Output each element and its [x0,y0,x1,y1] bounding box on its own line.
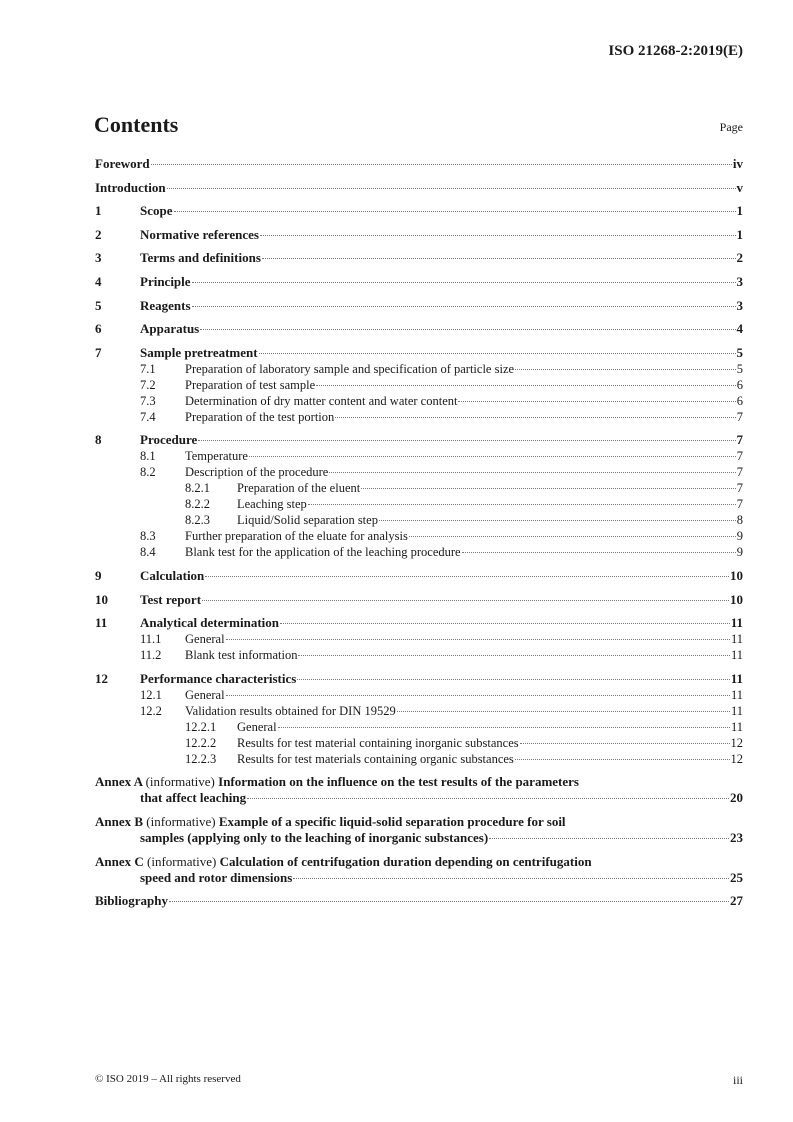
dot-leader [520,743,730,744]
toc-title: Apparatus [140,321,200,337]
annex-title-continuation [95,790,743,806]
toc-title: Temperature [185,449,248,464]
dot-leader [489,838,729,839]
toc-title: Further preparation of the eluate for analysis [185,529,408,544]
toc-title: Performance characteristics [140,670,297,686]
toc-section-number: 5 [95,297,102,313]
annex-label: Annex A [95,774,143,790]
toc-title: General [185,687,225,702]
dot-leader [205,576,729,577]
toc-entry[interactable] [95,528,743,544]
toc-page-number: 11 [730,670,743,686]
toc-entry[interactable] [95,512,743,528]
toc-entry[interactable] [95,647,743,663]
dot-leader [169,901,729,902]
page-title: Contents [94,112,179,137]
dot-leader [308,504,736,505]
toc-entry[interactable] [95,298,743,314]
toc-page-number: 6 [736,377,743,392]
dot-leader [167,188,736,189]
toc-page-number: 11 [730,632,743,647]
dot-leader [174,211,736,212]
dot-leader [192,282,736,283]
dot-leader [409,536,736,537]
dot-leader [298,655,729,656]
toc-section-number: 8.4 [140,545,156,560]
toc-entry[interactable] [95,496,743,512]
toc-section-number: 7.3 [140,393,156,408]
dot-leader [458,401,735,402]
toc-title: General [185,632,225,647]
toc-page-number: 25 [730,869,743,885]
toc-section-number: 12.1 [140,687,162,702]
toc-page-number: 7 [736,409,743,424]
toc-section-number: 12.2.1 [185,719,217,734]
toc-section-number: 9 [95,567,102,583]
toc-title: Reagents [140,297,191,313]
toc-entry[interactable] [95,464,743,480]
toc-entry[interactable] [95,393,743,409]
toc-title: Preparation of the test portion [185,409,335,424]
toc-entry[interactable] [95,345,743,361]
toc-entry[interactable] [95,180,743,196]
toc-section-number: 8.2 [140,465,156,480]
toc-entry[interactable] [95,409,743,425]
annex-title: Calculation of centrifugation duration depending on centrifugation [219,853,592,869]
toc-title: Principle [140,273,191,289]
dot-leader [379,520,736,521]
toc-entry[interactable] [95,480,743,496]
annex-heading-line [95,854,743,870]
toc-entry[interactable] [95,432,743,448]
toc-section-number: 7.1 [140,361,156,376]
toc-section-number: 12 [95,670,108,686]
toc-page-number: v [736,179,743,195]
toc-section-number: 12.2 [140,703,162,718]
annex-title: Example of a specific liquid-solid separation procedure for soil [218,813,566,829]
annex-title: Information on the influence on the test results of the parameters [218,774,579,790]
toc-page-number: 3 [736,297,743,313]
dot-leader [151,164,732,165]
annex-heading-line [95,814,743,830]
toc-entry[interactable] [95,321,743,337]
toc-title: Sample pretreatment [140,344,258,360]
toc-entry[interactable] [95,687,743,703]
toc-title: Calculation [140,567,205,583]
toc-entry[interactable] [95,274,743,290]
toc-section-number: 11 [95,615,108,631]
dot-leader [192,306,736,307]
toc-page-number: 11 [730,648,743,663]
toc-page-number: 7 [736,449,743,464]
dot-leader [249,456,736,457]
toc-section-number: 8.2.3 [185,513,210,528]
toc-entry[interactable] [95,448,743,464]
toc-section-number: 2 [95,226,102,242]
toc-page-number: iv [732,156,743,171]
toc-page-number: 7 [736,497,743,512]
toc-page-number: 27 [730,893,743,909]
toc-page-number: 12 [730,735,743,750]
toc-page-number: 1 [736,226,743,242]
toc-annex-entry[interactable] [95,854,743,886]
toc-title: Procedure [140,432,198,448]
toc-page-number: 11 [730,703,743,718]
toc-section-number: 8.1 [140,449,156,464]
toc-section-number: 11.1 [140,632,162,647]
toc-entry[interactable] [95,377,743,393]
toc-title: Analytical determination [140,615,280,631]
toc-page-number: 10 [730,591,743,607]
toc-title: Normative references [140,226,259,242]
dot-leader [293,878,729,879]
toc-section-number: 7.4 [140,409,156,424]
toc-section-number: 1 [95,203,102,219]
toc-entry[interactable] [95,671,743,687]
toc-section-number: 11.2 [140,648,162,663]
dot-leader [226,695,730,696]
toc-section-number: 12.2.2 [185,735,217,750]
toc-section-number: 10 [95,591,108,607]
annex-heading-line [95,774,743,790]
table-of-contents [95,156,743,909]
toc-entry[interactable] [95,203,743,219]
toc-section-number: 12.2.3 [185,751,217,766]
toc-section-number: 3 [95,250,102,266]
toc-entry[interactable] [95,544,743,560]
dot-leader [280,623,730,624]
dot-leader [260,235,736,236]
toc-entry[interactable] [95,227,743,243]
toc-title: Introduction [95,179,166,195]
toc-title: Preparation of the eluent [237,481,361,496]
dot-leader [316,385,736,386]
toc-title: Description of the procedure [185,465,329,480]
copyright-footer: © ISO 2019 – All rights reserved [95,1073,241,1085]
toc-page-number: 9 [736,529,743,544]
toc-title: Blank test information [185,648,298,663]
toc-page-number: 5 [736,361,743,376]
toc-entry[interactable] [95,156,743,172]
toc-title: Foreword [95,156,150,171]
dot-leader [462,552,736,553]
annex-label: Annex C [95,853,144,869]
toc-page-number: 4 [736,321,743,337]
dot-leader [259,353,736,354]
toc-section-number: 8.3 [140,529,156,544]
dot-leader [515,759,730,760]
page-column-label: Page [719,120,743,134]
toc-title: Validation results obtained for DIN 19529 [185,703,396,718]
annex-label: Annex B [95,813,144,829]
toc-title: General [237,719,277,734]
toc-section-number: 6 [95,321,102,337]
dot-leader [297,679,729,680]
toc-page-number: 9 [736,545,743,560]
toc-entry[interactable] [95,893,743,909]
annex-title-cont: speed and rotor dimensions [140,869,293,885]
page-number: iii [732,1073,743,1087]
annex-title-cont: samples (applying only to the leaching of inorganic substances) [140,829,489,845]
toc-page-number: 12 [730,751,743,766]
toc-entry[interactable] [95,631,743,647]
toc-section-number: 7 [95,344,102,360]
dot-leader [397,711,730,712]
toc-page-number: 23 [730,829,743,845]
toc-title: Terms and definitions [140,250,261,266]
toc-section-number: 8.2.2 [185,497,210,512]
dot-leader [335,417,735,418]
toc-section-number: 8 [95,432,102,448]
annex-title-continuation [95,870,743,886]
annex-informative-note: (informative) [145,774,215,790]
toc-annex-entry[interactable] [95,814,743,846]
toc-title: Preparation of laboratory sample and specification of particle size [185,361,515,376]
toc-entry[interactable] [95,751,743,767]
document-id: ISO 21268-2:2019(E) [608,43,743,59]
toc-title: Liquid/Solid separation step [237,513,378,528]
toc-page-number: 10 [730,567,743,583]
toc-entry[interactable] [95,568,743,584]
toc-entry[interactable] [95,250,743,266]
toc-page-number: 11 [730,687,743,702]
dot-leader [262,258,736,259]
toc-entry[interactable] [95,703,743,719]
toc-page-number: 1 [736,203,743,219]
toc-title: Bibliography [95,893,168,909]
toc-title: Results for test materials containing organic substances [237,751,514,766]
dot-leader [329,472,735,473]
toc-entry[interactable] [95,735,743,751]
dot-leader [515,369,736,370]
toc-section-number: 8.2.1 [185,481,210,496]
toc-page-number: 7 [736,481,743,496]
toc-title: Determination of dry matter content and water content [185,393,458,408]
toc-entry[interactable] [95,592,743,608]
annex-informative-note: (informative) [146,813,216,829]
toc-entry[interactable] [95,719,743,735]
toc-page-number: 7 [736,465,743,480]
dot-leader [278,727,730,728]
toc-page-number: 6 [736,393,743,408]
toc-annex-entry[interactable] [95,774,743,806]
toc-title: Scope [140,203,173,219]
toc-page-number: 11 [730,719,743,734]
annex-title-cont: that affect leaching [140,790,247,806]
annex-informative-note: (informative) [147,853,217,869]
toc-section-number: 7.2 [140,377,156,392]
dot-leader [198,440,735,441]
dot-leader [202,600,729,601]
toc-title: Test report [140,591,202,607]
toc-page-number: 20 [730,790,743,806]
dot-leader [200,329,735,330]
toc-title: Results for test material containing inorganic substances [237,735,519,750]
dot-leader [247,798,729,799]
toc-entry[interactable] [95,615,743,631]
toc-entry[interactable] [95,361,743,377]
toc-title: Blank test for the application of the leaching procedure [185,545,461,560]
dot-leader [226,639,730,640]
toc-title: Leaching step [237,497,307,512]
toc-page-number: 5 [736,344,743,360]
dot-leader [361,488,736,489]
toc-page-number: 2 [736,250,743,266]
annex-title-continuation [95,830,743,846]
toc-page-number: 7 [736,432,743,448]
toc-section-number: 4 [95,273,102,289]
toc-page-number: 3 [736,273,743,289]
toc-page-number: 11 [730,615,743,631]
toc-title: Preparation of test sample [185,377,316,392]
toc-page-number: 8 [736,513,743,528]
